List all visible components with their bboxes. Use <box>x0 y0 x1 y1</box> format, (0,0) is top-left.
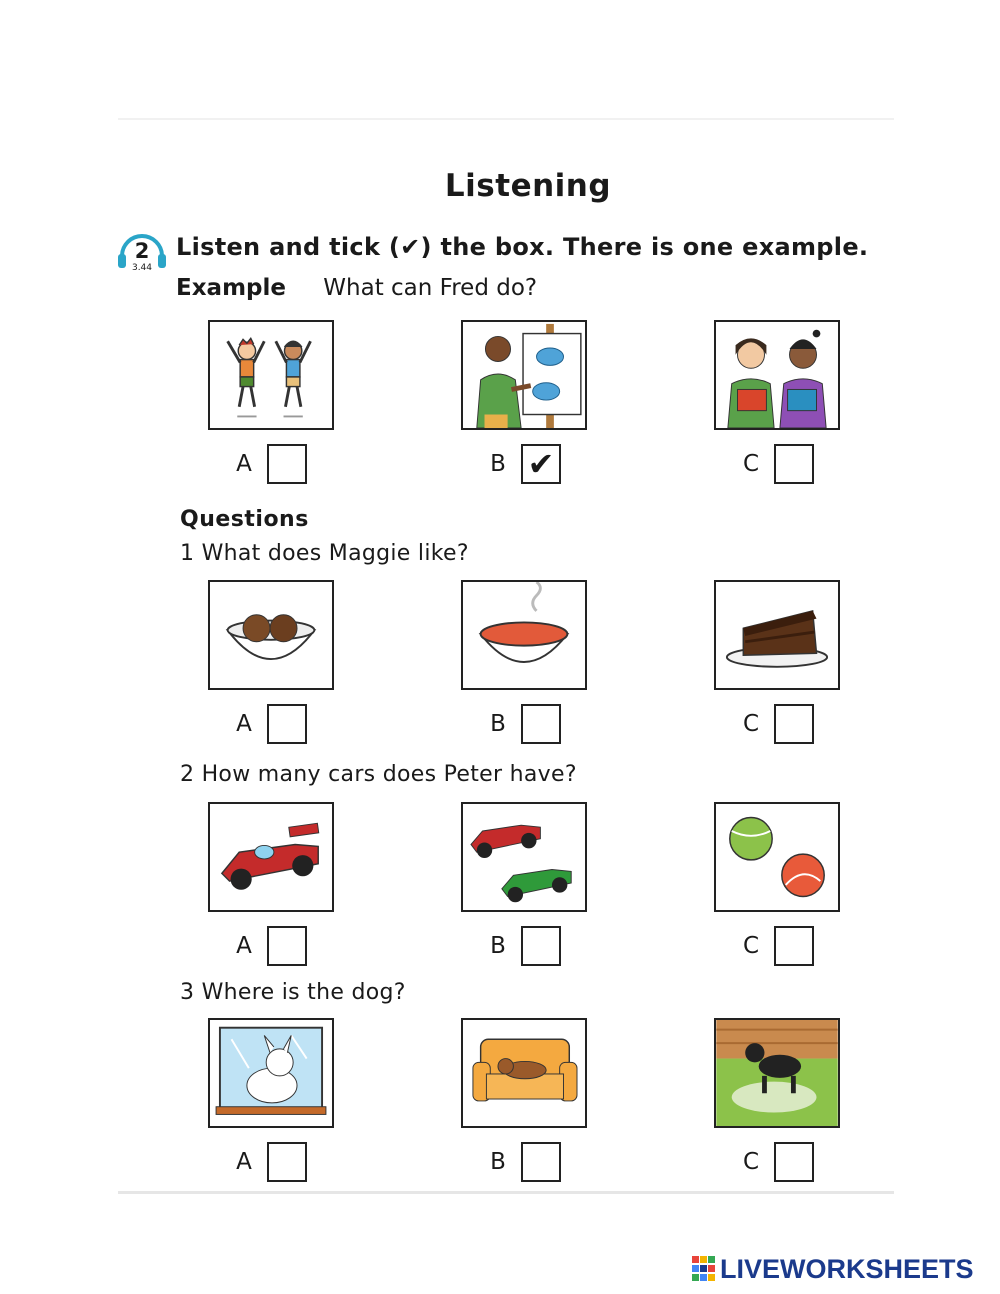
q3-option-a-letter: A <box>236 1149 252 1175</box>
example-option-c-letter: C <box>742 451 760 477</box>
children-jumping-icon <box>208 320 334 430</box>
example-question: What can Fred do? <box>323 275 538 301</box>
example-checkbox-b[interactable]: ✔ <box>521 444 561 484</box>
track-number: 2 <box>134 239 150 263</box>
two-race-cars-icon <box>461 802 587 912</box>
brand-name: LIVEWORKSHEETS <box>720 1253 974 1284</box>
page-title: Listening <box>444 168 612 204</box>
q2-option-a-letter: A <box>236 933 252 959</box>
q2-option-b-letter: B <box>490 933 506 959</box>
question-1-text: 1 What does Maggie like? <box>180 541 469 566</box>
questions-heading: Questions <box>180 507 309 532</box>
q3-option-b-letter: B <box>490 1149 506 1175</box>
example-row <box>176 275 537 301</box>
q2-checkbox-b[interactable] <box>521 926 561 966</box>
chocolate-cake-icon <box>714 580 840 690</box>
example-option-b-letter: B <box>490 451 506 477</box>
liveworksheets-mark-icon <box>692 1256 716 1282</box>
question-2-text: 2 How many cars does Peter have? <box>180 762 577 787</box>
dog-at-window-icon <box>208 1018 334 1128</box>
one-race-car-icon <box>208 802 334 912</box>
q1-checkbox-a[interactable] <box>267 704 307 744</box>
q2-checkbox-a[interactable] <box>267 926 307 966</box>
headset-icon <box>116 226 168 272</box>
q3-checkbox-a[interactable] <box>267 1142 307 1182</box>
example-checkbox-a[interactable] <box>267 444 307 484</box>
q1-checkbox-c[interactable] <box>774 704 814 744</box>
q2-checkbox-c[interactable] <box>774 926 814 966</box>
q3-checkbox-b[interactable] <box>521 1142 561 1182</box>
example-label: Example <box>176 275 286 301</box>
example-option-a-letter: A <box>236 451 252 477</box>
q1-option-b-letter: B <box>490 711 506 737</box>
liveworksheets-logo <box>692 1252 974 1286</box>
q3-checkbox-c[interactable] <box>774 1142 814 1182</box>
question-3-text: 3 Where is the dog? <box>180 980 406 1005</box>
track-code: 3.44 <box>131 263 153 272</box>
boy-painting-elephants-icon <box>461 320 587 430</box>
dog-on-sofa-icon <box>461 1018 587 1128</box>
example-checkbox-c[interactable] <box>774 444 814 484</box>
q3-option-c-letter: C <box>742 1149 760 1175</box>
q1-checkbox-b[interactable] <box>521 704 561 744</box>
soup-bowl-icon <box>461 580 587 690</box>
two-balls-icon <box>714 802 840 912</box>
instruction-text: Listen and tick (✔) the box. There is one example. <box>176 233 869 261</box>
top-divider <box>118 118 894 120</box>
dog-in-garden-icon <box>714 1018 840 1128</box>
bottom-divider <box>118 1191 894 1194</box>
q1-option-a-letter: A <box>236 711 252 737</box>
q1-option-c-letter: C <box>742 711 760 737</box>
meatballs-bowl-icon <box>208 580 334 690</box>
q2-option-c-letter: C <box>742 933 760 959</box>
girls-reading-icon <box>714 320 840 430</box>
